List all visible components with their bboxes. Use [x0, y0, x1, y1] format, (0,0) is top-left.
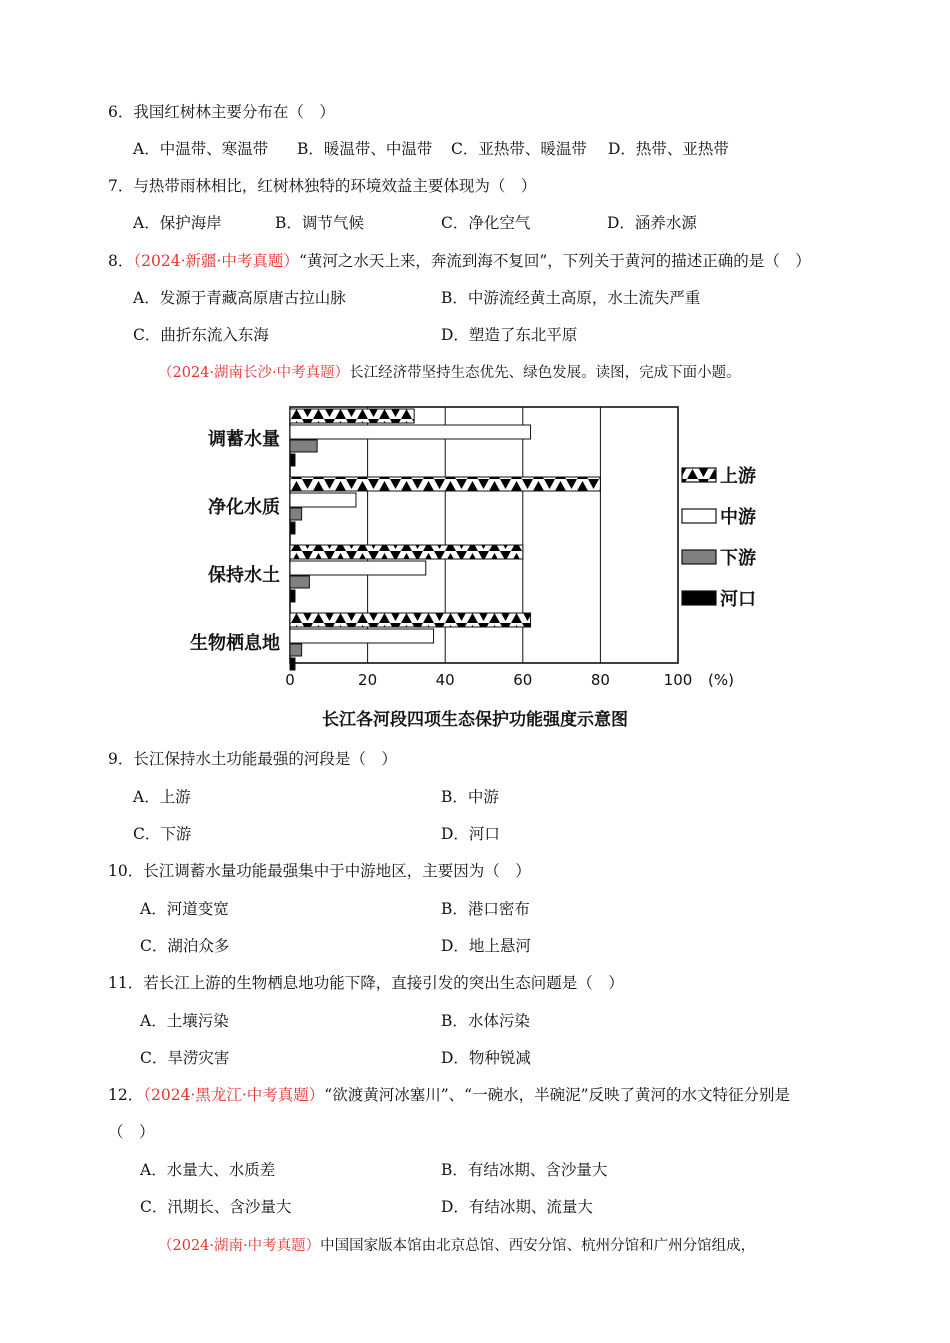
bar-upper — [290, 613, 531, 627]
intro1-text: 长江经济带坚持生态优先、绿色发展。读图，完成下面小题。 — [349, 365, 741, 381]
x-tick-label: 20 — [358, 671, 378, 689]
bar-middle — [290, 561, 426, 575]
q12-option-d: D．有结冰期、流量大 — [441, 1198, 593, 1216]
q7-option-b: B．调节气候 — [275, 214, 364, 232]
q12-stem-line — [108, 1083, 790, 1105]
x-tick-label: 100 — [663, 671, 693, 689]
chart-container — [170, 395, 780, 740]
bar-lower — [290, 576, 309, 588]
q7-option-a: A．保护海岸 — [133, 214, 222, 232]
intro1-line — [158, 361, 741, 382]
q12-stem: “欲渡黄河冰塞川”、“一碗水，半碗泥”反映了黄河的水文特征分别是 — [324, 1086, 790, 1104]
q10-option-a: A．河道变宽 — [140, 900, 229, 918]
q8-number: 8． — [108, 252, 134, 270]
bar-lower — [290, 440, 317, 452]
legend-swatch-upper — [682, 468, 716, 482]
q11-option-c: C．旱涝灾害 — [140, 1049, 230, 1067]
legend-swatch-lower — [682, 550, 716, 564]
q6-option-a: A．中温带、寒温带 — [133, 140, 269, 158]
legend-label-estuary: 河口 — [720, 589, 756, 610]
q8-source: （2024·新疆·中考真题） — [133, 252, 299, 270]
x-tick-label: 80 — [590, 671, 610, 689]
category-label: 调蓄水量 — [208, 429, 280, 450]
bar-middle — [290, 425, 531, 439]
category-label: 保持水土 — [208, 565, 280, 586]
q6-option-c: C．亚热带、暖温带 — [451, 140, 587, 158]
q8-option-a: A．发源于青藏高原唐古拉山脉 — [133, 289, 346, 307]
q9-option-b: B．中游 — [441, 788, 499, 806]
q12-source: （2024·黑龙江·中考真题） — [143, 1086, 325, 1104]
x-tick-label: 60 — [513, 671, 533, 689]
q6-option-d: D．热带、亚热带 — [608, 140, 729, 158]
q9-option-d: D．河口 — [441, 825, 500, 843]
q10-stem: 10．长江调蓄水量功能最强集中于中游地区，主要因为（ ） — [108, 862, 531, 880]
bar-estuary — [290, 590, 295, 602]
x-tick-label: 0 — [285, 671, 295, 689]
bar-upper — [290, 409, 414, 423]
category-label: 生物栖息地 — [190, 633, 280, 654]
q9-stem: 9．长江保持水土功能最强的河段是（ ） — [108, 750, 397, 768]
q8-option-c: C．曲折东流入东海 — [133, 326, 269, 344]
x-tick-label: 40 — [435, 671, 455, 689]
bar-estuary — [290, 658, 295, 670]
legend-label-upper: 上游 — [720, 466, 756, 487]
bar-lower — [290, 644, 302, 656]
legend-label-middle: 中游 — [720, 507, 756, 528]
q10-option-c: C．湖泊众多 — [140, 937, 230, 955]
q12-number: 12． — [108, 1086, 144, 1104]
intro1-source: （2024·湖南长沙·中考真题） — [158, 365, 350, 381]
q8-stem-line — [108, 249, 811, 271]
q8-option-d: D．塑造了东北平原 — [441, 326, 578, 344]
category-label: 净化水质 — [208, 497, 280, 518]
q11-option-b: B．水体污染 — [441, 1012, 530, 1030]
q12-stem-cont: （ ） — [108, 1123, 155, 1141]
legend-swatch-estuary — [682, 591, 716, 605]
legend-label-lower: 下游 — [720, 548, 756, 569]
q11-option-a: A．土壤污染 — [140, 1012, 229, 1030]
q6-stem: 6．我国红树林主要分布在（ ） — [108, 103, 335, 121]
q6-option-b: B．暖温带、中温带 — [297, 140, 433, 158]
bar-estuary — [290, 522, 295, 534]
q8-option-b: B．中游流经黄土高原，水土流失严重 — [441, 289, 701, 307]
bar-estuary — [290, 454, 295, 466]
q9-option-a: A．上游 — [133, 788, 191, 806]
q10-option-b: B．港口密布 — [441, 900, 530, 918]
bar-middle — [290, 493, 356, 507]
q7-stem: 7．与热带雨林相比，红树林独特的环境效益主要体现为（ ） — [108, 177, 537, 195]
x-axis-unit: (%) — [708, 671, 734, 689]
intro2-text: 中国国家版本馆由北京总馆、西安分馆、杭州分馆和广州分馆组成， — [320, 1238, 756, 1254]
bar-middle — [290, 629, 434, 643]
q10-option-d: D．地上悬河 — [441, 937, 531, 955]
legend-swatch-middle — [682, 509, 716, 523]
q12-option-b: B．有结冰期、含沙量大 — [441, 1161, 608, 1179]
q8-stem: “黄河之水天上来，奔流到海不复回”，下列关于黄河的描述正确的是（ ） — [298, 252, 811, 270]
plot-area — [190, 407, 756, 689]
intro2-source: （2024·湖南·中考真题） — [158, 1238, 321, 1254]
q7-option-c: C．净化空气 — [441, 214, 531, 232]
bar-lower — [290, 508, 302, 520]
bar-chart — [170, 395, 780, 740]
bar-upper — [290, 545, 523, 559]
q12-option-a: A．水量大、水质差 — [140, 1161, 276, 1179]
q12-option-c: C．汛期长、含沙量大 — [140, 1198, 292, 1216]
q9-option-c: C．下游 — [133, 825, 192, 843]
q11-option-d: D．物种锐减 — [441, 1049, 531, 1067]
q11-stem: 11．若长江上游的生物栖息地功能下降，直接引发的突出生态问题是（ ） — [108, 974, 624, 992]
chart-title: 长江各河段四项生态保护功能强度示意图 — [322, 710, 628, 730]
intro2-line — [158, 1234, 755, 1255]
q7-option-d: D．涵养水源 — [607, 214, 697, 232]
bar-upper — [290, 477, 600, 491]
